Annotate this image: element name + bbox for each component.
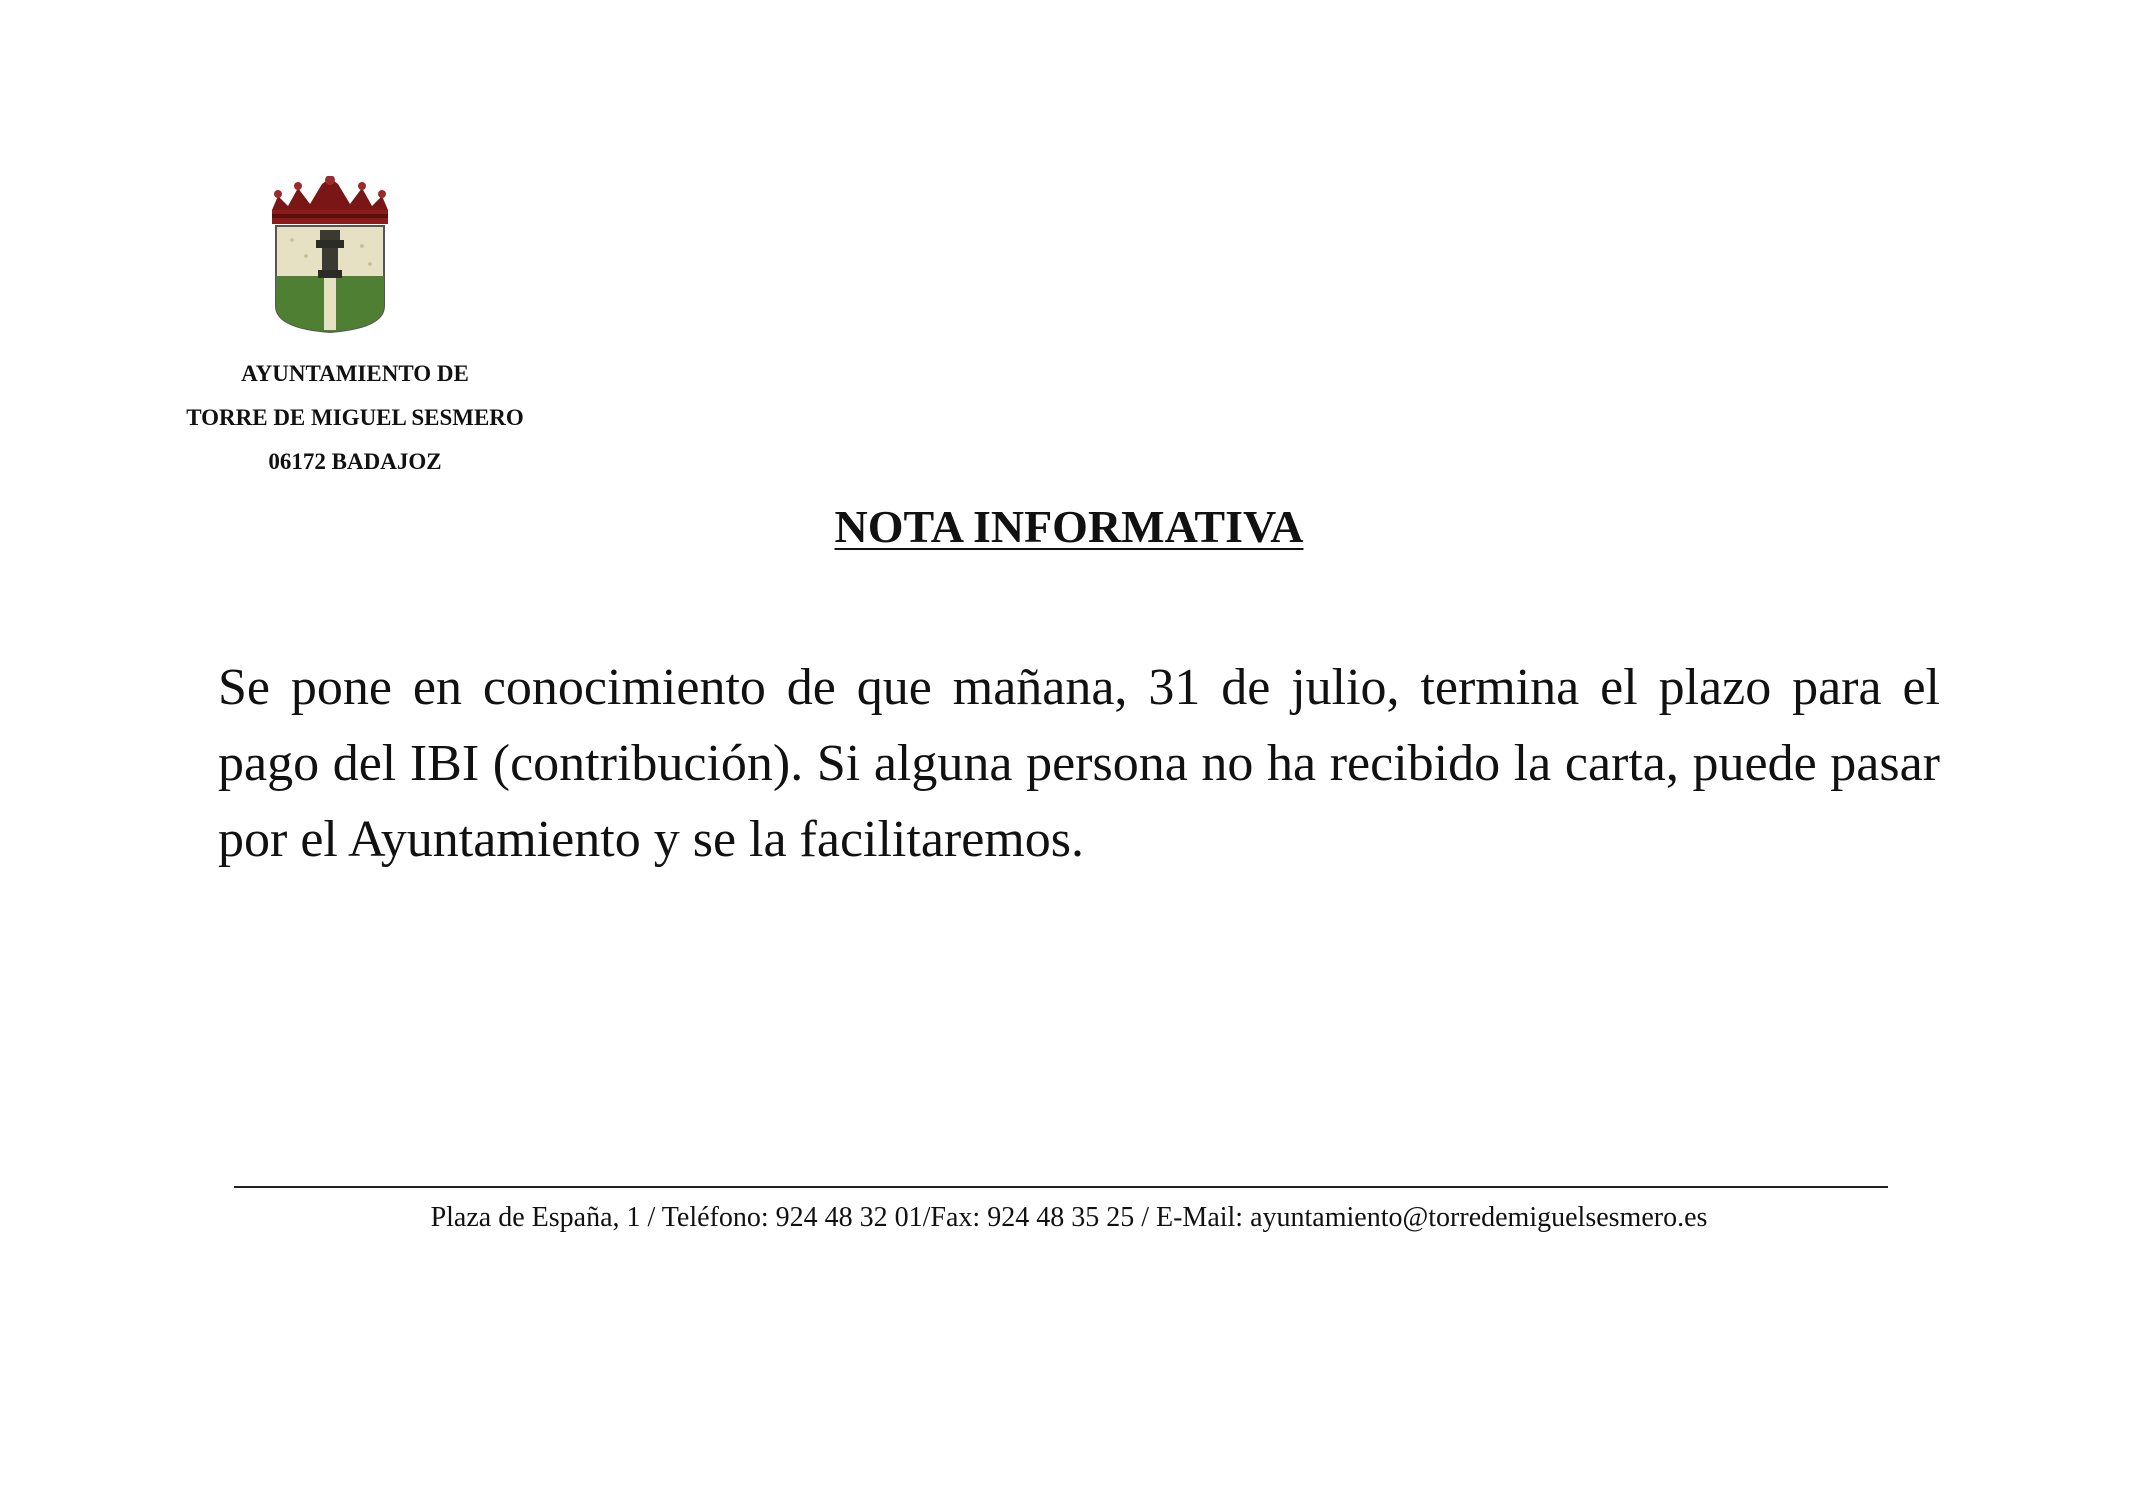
coat-of-arms-icon bbox=[266, 176, 394, 334]
header-line-1: AYUNTAMIENTO DE bbox=[241, 361, 469, 386]
footer-contact: Plaza de España, 1 / Teléfono: 924 48 32 01/Fax: 924 48 35 25 / E-Mail: ayuntamiento@torredemiguelsesmero.es bbox=[430, 1202, 1708, 1233]
shield-icon bbox=[276, 226, 384, 332]
header-line-2: TORRE DE MIGUEL SESMERO bbox=[186, 405, 524, 430]
header-line-3: 06172 BADAJOZ bbox=[268, 449, 442, 474]
notice-body: Se pone en conocimiento de que mañana, 31 de julio, termina el plazo para el pago del IBI (contribución). Si alguna persona no ha recibido la carta, puede pasar por el Ayuntamiento y se la facilitaremos. bbox=[218, 659, 1940, 868]
institution-header bbox=[140, 352, 570, 484]
crown-icon bbox=[272, 176, 388, 224]
footer-divider bbox=[234, 1186, 1888, 1188]
page-title: NOTA INFORMATIVA bbox=[834, 501, 1304, 552]
